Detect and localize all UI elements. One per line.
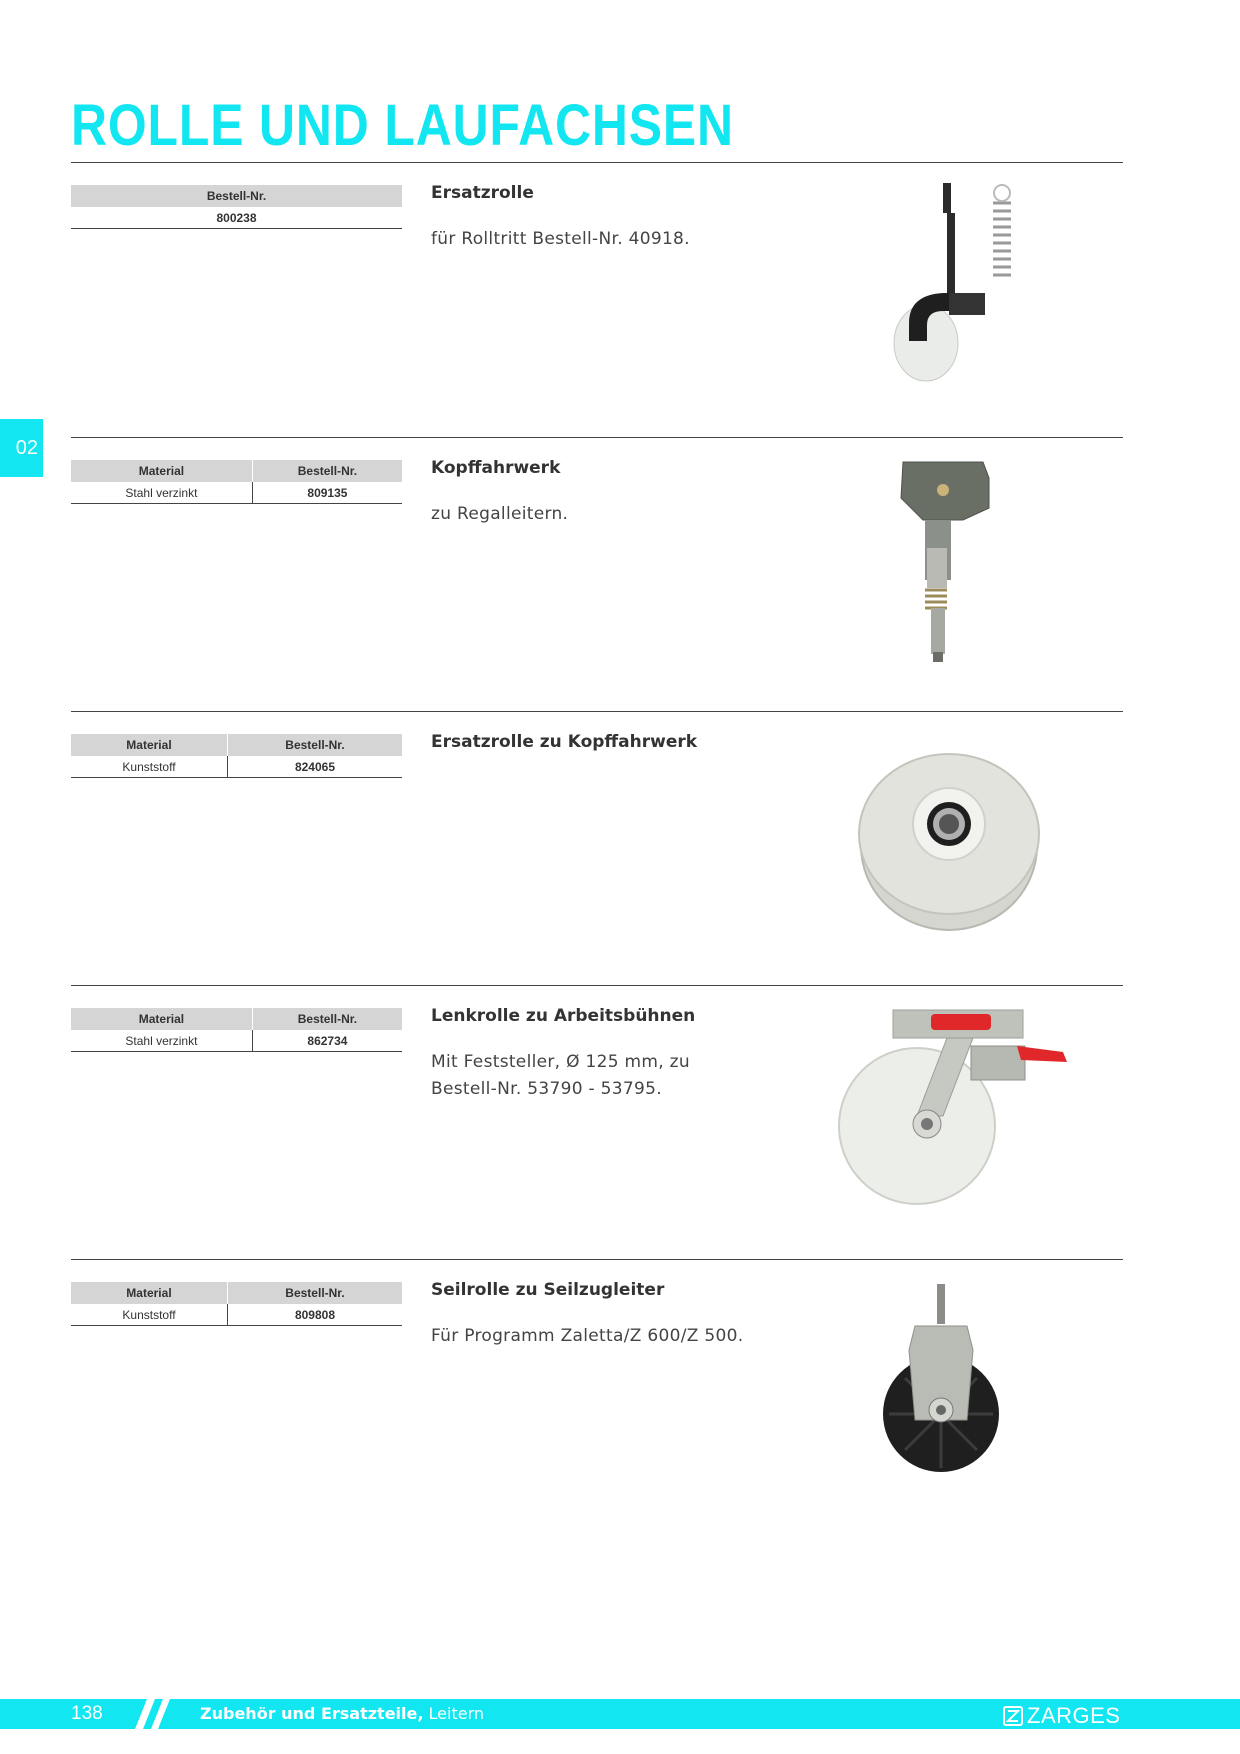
product-description: zu Regalleitern. <box>431 504 569 524</box>
product-name: Lenkrolle zu Arbeitsbühnen <box>431 1006 696 1026</box>
spec-table <box>71 734 402 778</box>
swivel-caster-image <box>831 986 1123 1260</box>
spec-table <box>71 1282 402 1326</box>
table-header: Bestell-Nr. <box>71 185 402 207</box>
spec-table <box>71 1008 402 1052</box>
brand-name: ZARGES <box>1027 1703 1121 1728</box>
order-number: 809135 <box>252 482 402 504</box>
section-label-bold: Zubehör und Ersatzteile, <box>200 1704 424 1723</box>
table-header: Material <box>71 460 252 482</box>
order-number: 862734 <box>252 1030 402 1052</box>
spec-table <box>71 460 402 504</box>
order-number: 824065 <box>227 756 402 778</box>
table-header: Bestell-Nr. <box>227 1282 402 1304</box>
product-name: Ersatzrolle <box>431 183 534 203</box>
rope-pulley-image <box>831 1260 1123 1534</box>
page-title: ROLLE UND LAUFACHSEN <box>71 93 734 158</box>
material-value: Stahl verzinkt <box>71 1030 252 1052</box>
order-number: 800238 <box>71 207 402 229</box>
table-header: Material <box>71 1282 227 1304</box>
product-section-ersatzrolle <box>71 163 1123 437</box>
order-number: 809808 <box>227 1304 402 1326</box>
brand-logo <box>1003 1703 1120 1729</box>
pulley-wheel-image <box>831 712 1123 986</box>
product-description: Für Programm Zaletta/Z 600/Z 500. <box>431 1326 744 1346</box>
product-section-ersatzrolle-kopffahrwerk <box>71 711 1123 986</box>
product-section-seilrolle <box>71 1259 1123 1534</box>
section-label-light: Leitern <box>423 1704 485 1723</box>
table-header: Bestell-Nr. <box>252 460 402 482</box>
chapter-tab[interactable]: 02 <box>0 419 43 477</box>
material-value: Stahl verzinkt <box>71 482 252 504</box>
caster-with-spring-image <box>831 163 1123 437</box>
product-section-lenkrolle <box>71 985 1123 1260</box>
material-value: Kunststoff <box>71 1304 227 1326</box>
page-number: 138 <box>71 1703 103 1724</box>
footer-section-label <box>200 1704 484 1723</box>
spec-table <box>71 185 402 229</box>
product-section-kopffahrwerk <box>71 437 1123 712</box>
material-value: Kunststoff <box>71 756 227 778</box>
product-name: Seilrolle zu Seilzugleiter <box>431 1280 665 1300</box>
product-description: für Rolltritt Bestell-Nr. 40918. <box>431 229 690 249</box>
table-header: Bestell-Nr. <box>252 1008 402 1030</box>
product-description: Mit Feststeller, Ø 125 mm, zu Bestell-Nr. 53790 - 53795. <box>431 1052 690 1099</box>
table-header: Material <box>71 1008 252 1030</box>
zarges-logo-icon <box>1003 1706 1023 1726</box>
product-name: Ersatzrolle zu Kopffahrwerk <box>431 732 698 752</box>
table-header: Material <box>71 734 227 756</box>
table-header: Bestell-Nr. <box>227 734 402 756</box>
footer-bar <box>0 1699 1240 1729</box>
product-name: Kopffahrwerk <box>431 458 561 478</box>
head-trolley-image <box>831 438 1123 712</box>
slash-decoration-icon <box>125 1699 170 1729</box>
